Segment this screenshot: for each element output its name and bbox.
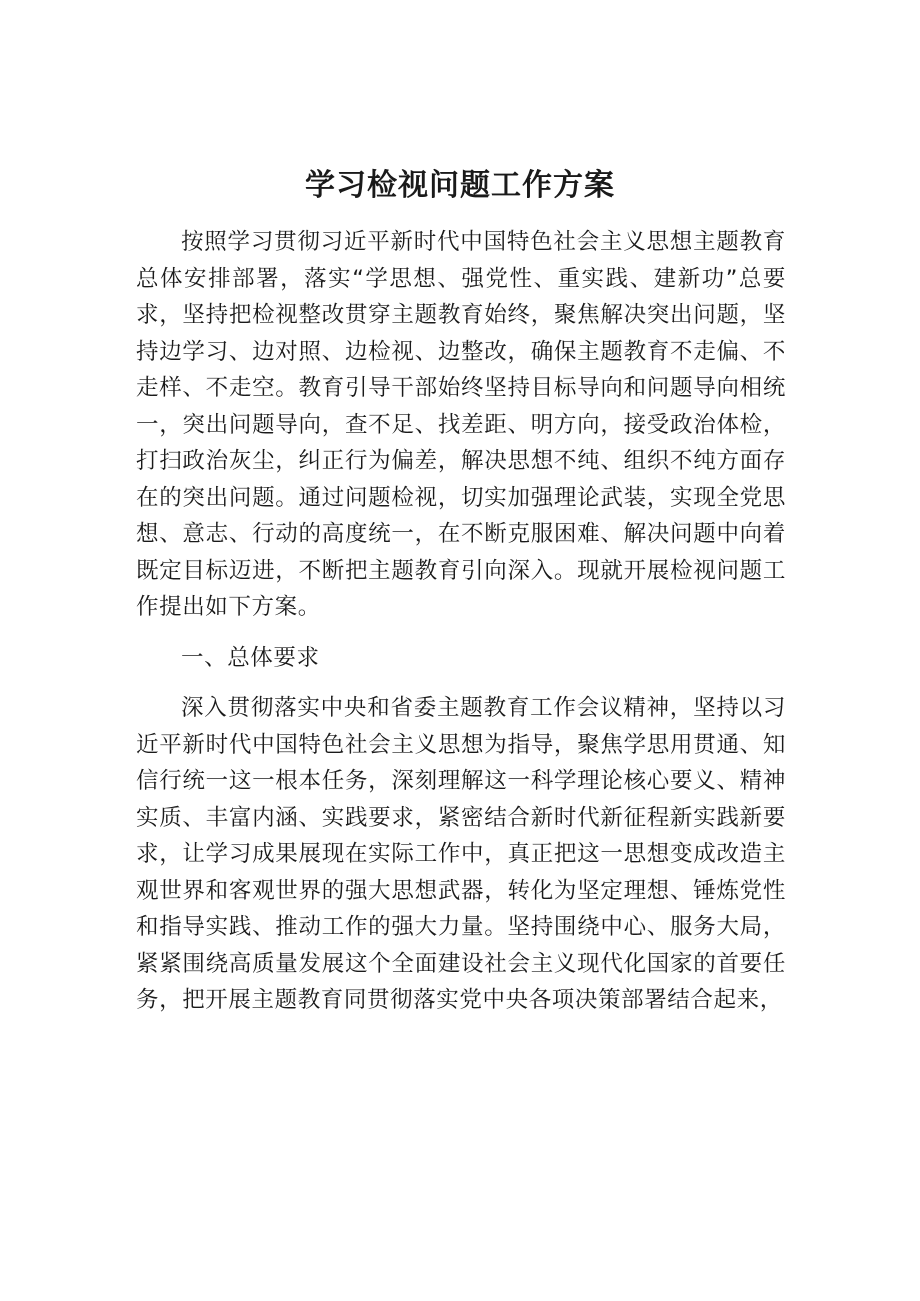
paragraph-gap <box>136 626 786 640</box>
intro-paragraph: 按照学习贯彻习近平新时代中国特色社会主义思想主题教育总体安排部署，落实“学思想、强党性、重实践、建新功”总要求，坚持把检视整改贯穿主题教育始终，聚焦解决突出问题，坚持边学习、边对照、边检视、边整改，确保主题教育不走偏、不走样、不走空。教育引导干部始终坚持目标导向和问题导向相统一，突出问题导向，查不足、找差距、明方向，接受政治体检，打扫政治灰尘，纠正行为偏差，解决思想不纯、组织不纯方面存在的突出问题。通过问题检视，切实加强理论武装，实现全党思想、意志、行动的高度统一，在不断克服困难、解决问题中向着既定目标迈进，不断把主题教育引向深入。现就开展检视问题工作提出如下方案。 <box>136 229 786 620</box>
document-title: 学习检视问题工作方案 <box>305 168 615 203</box>
section-heading-1: 一、总体要求 <box>181 644 320 671</box>
paragraph-gap <box>136 676 786 690</box>
document-body <box>136 224 786 1019</box>
section-1-paragraph: 深入贯彻落实中央和省委主题教育工作会议精神，坚持以习近平新时代中国特色社会主义思想为指导，聚焦学思用贯通、知信行统一这一根本任务，深刻理解这一科学理论核心要义、精神实质、丰富内涵、实践要求，紧密结合新时代新征程新实践新要求，让学习成果展现在实际工作中，真正把这一思想变成改造主观世界和客观世界的强大思想武器，转化为坚定理想、锤炼党性和指导实践、推动工作的强大力量。坚持围绕中心、服务大局，紧紧围绕高质量发展这个全面建设社会主义现代化国家的首要任务，把开展主题教育同贯彻落实党中央各项决策部署结合起来， <box>136 695 786 1013</box>
